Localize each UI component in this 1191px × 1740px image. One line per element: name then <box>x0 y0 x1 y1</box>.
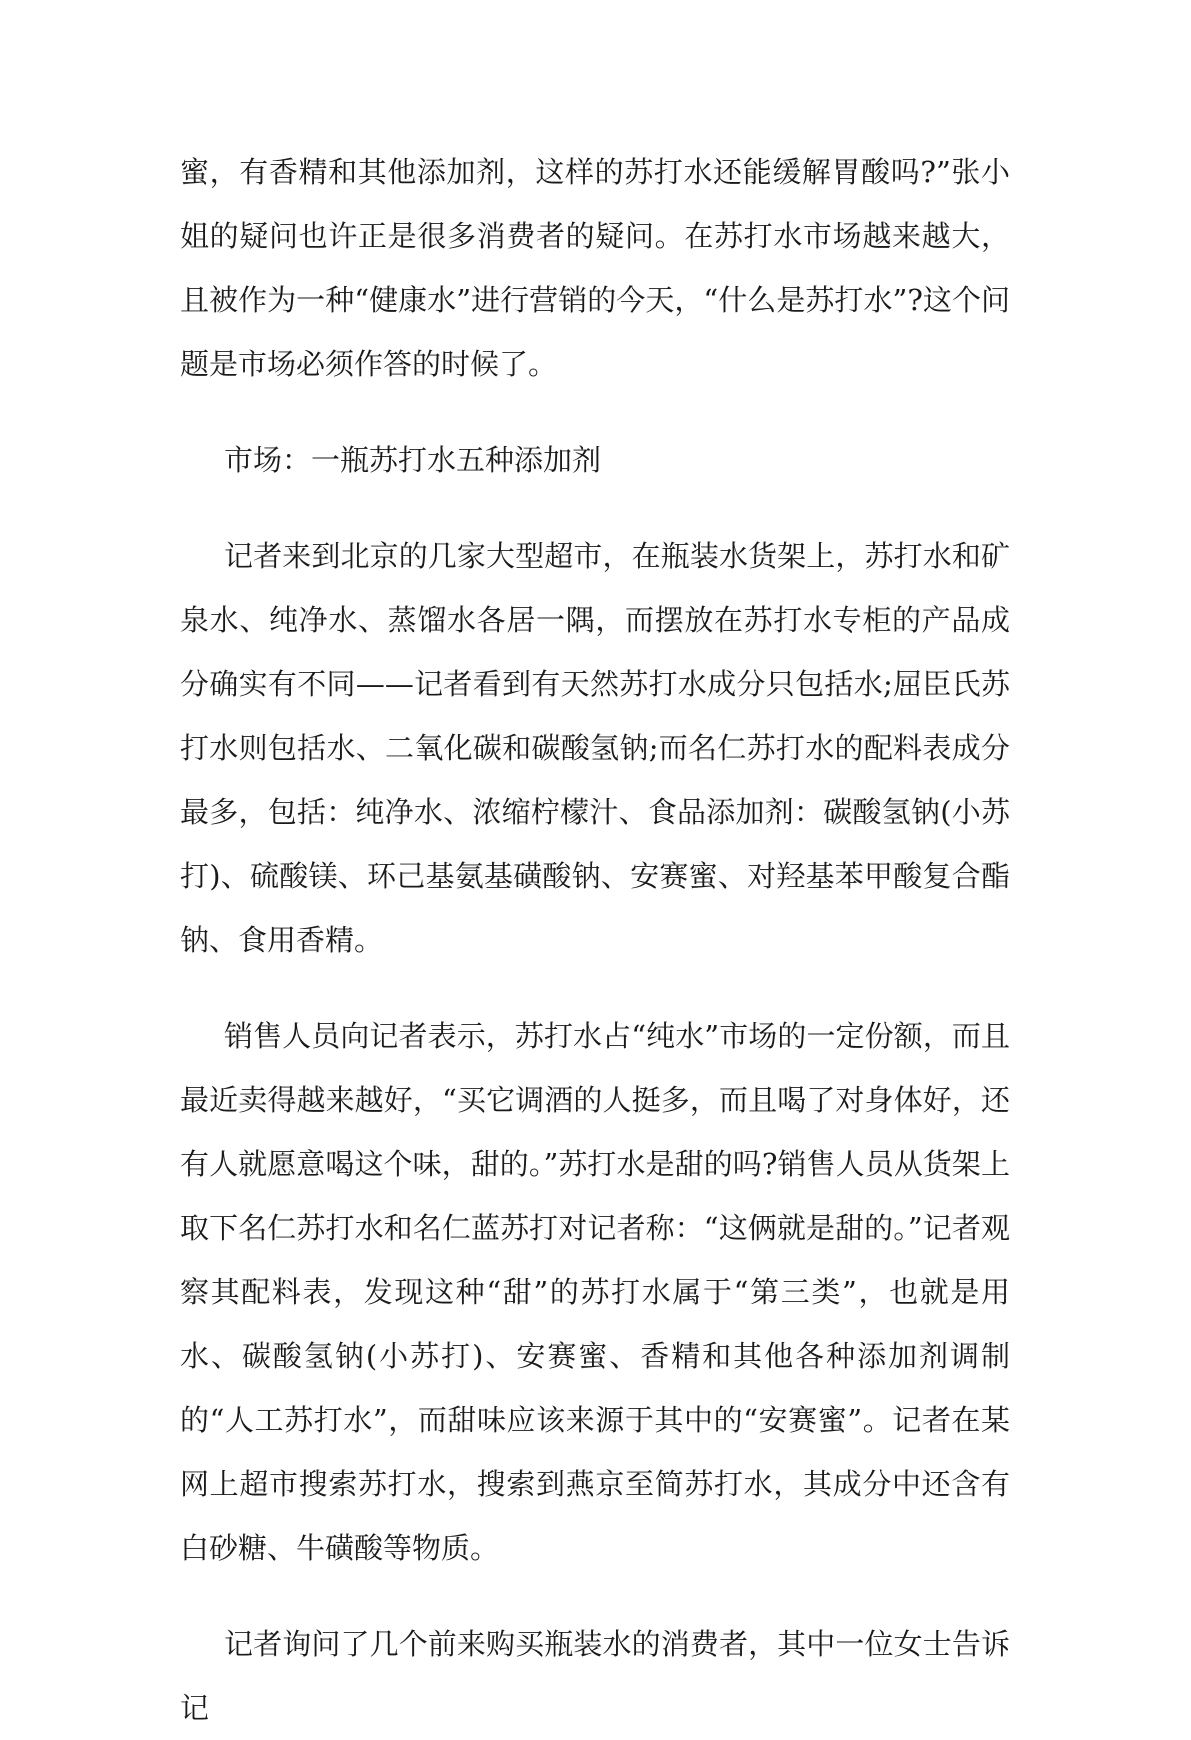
paragraph-continued: 蜜，有香精和其他添加剂，这样的苏打水还能缓解胃酸吗?”张小姐的疑问也许正是很多消费者的疑问。在苏打水市场越来越大，且被作为一种“健康水”进行营销的今天，“什么是苏打水”?这个问题是市场必须作答的时候了。 <box>180 155 1010 381</box>
paragraph-market: 记者来到北京的几家大型超市，在瓶装水货架上，苏打水和矿泉水、纯净水、蒸馏水各居一隅，而摆放在苏打水专柜的产品成分确实有不同——记者看到有天然苏打水成分只包括水;屈臣氏苏打水则包括水、二氧化碳和碳酸氢钠;而名仁苏打水的配料表成分最多，包括：纯净水、浓缩柠檬汁、食品添加剂：碳酸氢钠(小苏打)、硫酸镁、环己基氨基磺酸钠、安赛蜜、对羟基苯甲酸复合酯钠、食用香精。 <box>180 539 1010 957</box>
paragraph-sales: 销售人员向记者表示，苏打水占“纯水”市场的一定份额，而且最近卖得越来越好，“买它调酒的人挺多，而且喝了对身体好，还有人就愿意喝这个味，甜的。”苏打水是甜的吗?销售人员从货架上取下名仁苏打水和名仁蓝苏打对记者称：“这俩就是甜的。”记者观察其配料表，发现这种“甜”的苏打水属于“第三类”，也就是用水、碳酸氢钠(小苏打)、安赛蜜、香精和其他各种添加剂调制的“人工苏打水”，而甜味应该来源于其中的“安赛蜜”。记者在某网上超市搜索苏打水，搜索到燕京至简苏打水，其成分中还含有白砂糖、牛磺酸等物质。 <box>180 1019 1010 1565</box>
paragraph-consumers: 记者询问了几个前来购买瓶装水的消费者，其中一位女士告诉记 <box>180 1627 1010 1725</box>
document-body <box>180 140 1010 1740</box>
section-heading: 市场：一瓶苏打水五种添加剂 <box>224 443 602 477</box>
